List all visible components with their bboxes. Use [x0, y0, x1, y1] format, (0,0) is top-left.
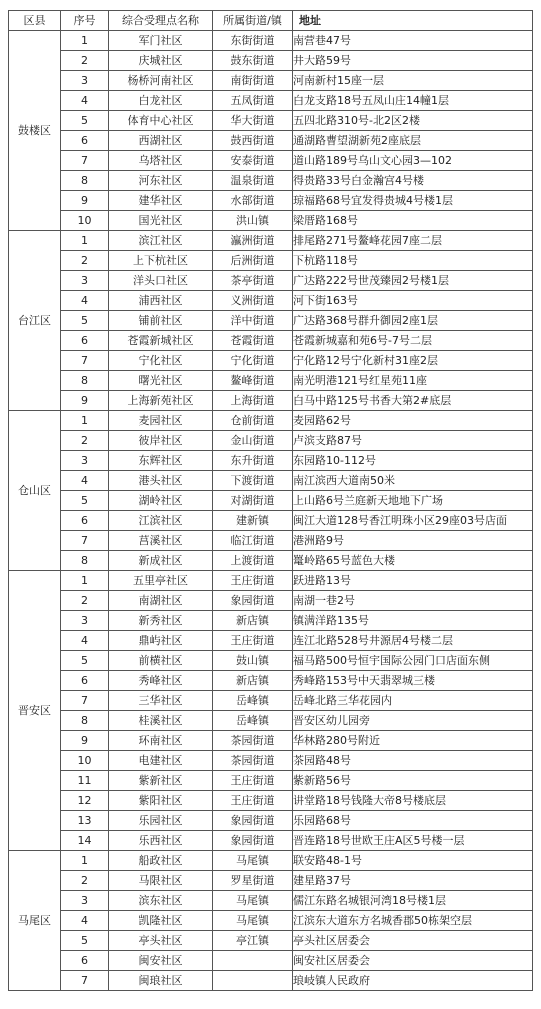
- table-row: [9, 351, 533, 371]
- table-row: [9, 411, 533, 431]
- seq-cell: 6: [61, 131, 109, 151]
- street-cell: 仓前街道: [213, 411, 293, 431]
- point-name-cell: 南湖社区: [109, 591, 213, 611]
- point-name-cell: 莒溪社区: [109, 531, 213, 551]
- table-row: [9, 271, 533, 291]
- seq-cell: 7: [61, 351, 109, 371]
- seq-cell: 8: [61, 171, 109, 191]
- table-row: [9, 531, 533, 551]
- point-name-cell: 乐园社区: [109, 811, 213, 831]
- point-name-cell: 鼎屿社区: [109, 631, 213, 651]
- seq-cell: 3: [61, 891, 109, 911]
- seq-cell: 4: [61, 91, 109, 111]
- street-cell: 苍霞街道: [213, 331, 293, 351]
- header-address: 地址: [293, 11, 533, 31]
- address-cell: 亭头社区居委会: [293, 931, 533, 951]
- street-cell: 鼓山镇: [213, 651, 293, 671]
- street-cell: 亭江镇: [213, 931, 293, 951]
- point-name-cell: 铺前社区: [109, 311, 213, 331]
- table-row: [9, 551, 533, 571]
- address-cell: 福马路500号恒宇国际公园门口店面东侧: [293, 651, 533, 671]
- address-cell: 南光明港121号红星苑11座: [293, 371, 533, 391]
- address-cell: 井大路59号: [293, 51, 533, 71]
- point-name-cell: 杨桥河南社区: [109, 71, 213, 91]
- point-name-cell: 船政社区: [109, 851, 213, 871]
- address-cell: 岳峰北路三华花园内: [293, 691, 533, 711]
- address-cell: 乐园路68号: [293, 811, 533, 831]
- seq-cell: 5: [61, 311, 109, 331]
- seq-cell: 4: [61, 471, 109, 491]
- street-cell: 鳌峰街道: [213, 371, 293, 391]
- street-cell: 象园街道: [213, 811, 293, 831]
- street-cell: 马尾镇: [213, 851, 293, 871]
- district-cell: 鼓楼区: [9, 31, 61, 231]
- address-cell: 河南新村15座一层: [293, 71, 533, 91]
- seq-cell: 1: [61, 571, 109, 591]
- seq-cell: 10: [61, 751, 109, 771]
- address-cell: 白马中路125号书香大第2#底层: [293, 391, 533, 411]
- point-name-cell: 湖岭社区: [109, 491, 213, 511]
- point-name-cell: 凯隆社区: [109, 911, 213, 931]
- point-name-cell: 东辉社区: [109, 451, 213, 471]
- address-cell: 通湖路曹望湖新苑2座底层: [293, 131, 533, 151]
- address-cell: 镇满洋路135号: [293, 611, 533, 631]
- point-name-cell: 前横社区: [109, 651, 213, 671]
- point-name-cell: 滨东社区: [109, 891, 213, 911]
- point-name-cell: 上海新苑社区: [109, 391, 213, 411]
- street-cell: 岳峰镇: [213, 691, 293, 711]
- street-cell: 新店镇: [213, 671, 293, 691]
- table-row: [9, 511, 533, 531]
- address-cell: 广达路222号世茂臻园2号楼1层: [293, 271, 533, 291]
- seq-cell: 4: [61, 631, 109, 651]
- point-name-cell: 浦西社区: [109, 291, 213, 311]
- street-cell: [213, 951, 293, 971]
- address-cell: 琼福路68号宜发得贵城4号楼1层: [293, 191, 533, 211]
- seq-cell: 8: [61, 371, 109, 391]
- point-name-cell: 西湖社区: [109, 131, 213, 151]
- point-name-cell: 乌塔社区: [109, 151, 213, 171]
- street-cell: 安泰街道: [213, 151, 293, 171]
- address-cell: 东园路10-112号: [293, 451, 533, 471]
- point-name-cell: 亭头社区: [109, 931, 213, 951]
- seq-cell: 1: [61, 411, 109, 431]
- street-cell: 水部街道: [213, 191, 293, 211]
- seq-cell: 9: [61, 391, 109, 411]
- point-name-cell: 新秀社区: [109, 611, 213, 631]
- point-name-cell: 彼岸社区: [109, 431, 213, 451]
- point-name-cell: 环南社区: [109, 731, 213, 751]
- seq-cell: 14: [61, 831, 109, 851]
- point-name-cell: 体育中心社区: [109, 111, 213, 131]
- street-cell: 瀛洲街道: [213, 231, 293, 251]
- point-name-cell: 桂溪社区: [109, 711, 213, 731]
- address-cell: 华林路280号附近: [293, 731, 533, 751]
- table-row: [9, 831, 533, 851]
- address-cell: 闽江大道128号香江明珠小区29座03号店面: [293, 511, 533, 531]
- street-cell: 新店镇: [213, 611, 293, 631]
- address-cell: 紫新路56号: [293, 771, 533, 791]
- seq-cell: 2: [61, 251, 109, 271]
- address-cell: 下杭路118号: [293, 251, 533, 271]
- table-row: [9, 791, 533, 811]
- seq-cell: 7: [61, 151, 109, 171]
- seq-cell: 5: [61, 491, 109, 511]
- seq-cell: 1: [61, 31, 109, 51]
- seq-cell: 4: [61, 911, 109, 931]
- seq-cell: 7: [61, 971, 109, 991]
- table-row: [9, 871, 533, 891]
- address-cell: 南湖一巷2号: [293, 591, 533, 611]
- table-row: [9, 711, 533, 731]
- table-row: [9, 691, 533, 711]
- header-point-name: 综合受理点名称: [109, 11, 213, 31]
- seq-cell: 10: [61, 211, 109, 231]
- street-cell: 宁化街道: [213, 351, 293, 371]
- address-cell: 麦园路62号: [293, 411, 533, 431]
- seq-cell: 5: [61, 651, 109, 671]
- table-row: [9, 851, 533, 871]
- point-name-cell: 江滨社区: [109, 511, 213, 531]
- address-cell: 跃进路13号: [293, 571, 533, 591]
- street-cell: 罗星街道: [213, 871, 293, 891]
- point-name-cell: 国光社区: [109, 211, 213, 231]
- district-cell: 马尾区: [9, 851, 61, 991]
- street-cell: 五凤街道: [213, 91, 293, 111]
- table-row: [9, 631, 533, 651]
- street-cell: 东街街道: [213, 31, 293, 51]
- table-row: [9, 671, 533, 691]
- point-name-cell: 闽安社区: [109, 951, 213, 971]
- street-cell: 义洲街道: [213, 291, 293, 311]
- point-name-cell: 洋头口社区: [109, 271, 213, 291]
- district-cell: 仓山区: [9, 411, 61, 571]
- street-cell: 茶园街道: [213, 731, 293, 751]
- street-cell: 后洲街道: [213, 251, 293, 271]
- point-name-cell: 庆城社区: [109, 51, 213, 71]
- point-name-cell: 滨江社区: [109, 231, 213, 251]
- table-row: [9, 131, 533, 151]
- address-cell: 连江北路528号井源居4号楼二层: [293, 631, 533, 651]
- street-cell: 王庄街道: [213, 631, 293, 651]
- street-cell: 建新镇: [213, 511, 293, 531]
- table-row: [9, 431, 533, 451]
- table-row: [9, 771, 533, 791]
- table-row: [9, 951, 533, 971]
- address-cell: 宁化路12号宁化新村31座2层: [293, 351, 533, 371]
- seq-cell: 6: [61, 331, 109, 351]
- point-name-cell: 新成社区: [109, 551, 213, 571]
- address-cell: 南营巷47号: [293, 31, 533, 51]
- seq-cell: 2: [61, 591, 109, 611]
- point-name-cell: 三华社区: [109, 691, 213, 711]
- table-row: [9, 251, 533, 271]
- header-street: 所属街道/镇: [213, 11, 293, 31]
- table-row: [9, 611, 533, 631]
- point-name-cell: 闽琅社区: [109, 971, 213, 991]
- table-row: [9, 731, 533, 751]
- table-row: [9, 331, 533, 351]
- table-row: [9, 31, 533, 51]
- table-row: [9, 371, 533, 391]
- address-cell: 五四北路310号-北2区2楼: [293, 111, 533, 131]
- street-cell: 上海街道: [213, 391, 293, 411]
- seq-cell: 7: [61, 531, 109, 551]
- street-cell: 王庄街道: [213, 771, 293, 791]
- seq-cell: 5: [61, 931, 109, 951]
- address-cell: 晋连路18号世欧王庄A区5号楼一层: [293, 831, 533, 851]
- point-name-cell: 麦园社区: [109, 411, 213, 431]
- table-row: [9, 571, 533, 591]
- street-cell: 温泉街道: [213, 171, 293, 191]
- header-row: [9, 11, 533, 31]
- address-cell: 梁厝路168号: [293, 211, 533, 231]
- table-row: [9, 311, 533, 331]
- table-body: [9, 31, 533, 991]
- table-row: [9, 891, 533, 911]
- address-cell: 得贵路33号白金瀚宫4号楼: [293, 171, 533, 191]
- seq-cell: 9: [61, 731, 109, 751]
- point-name-cell: 马限社区: [109, 871, 213, 891]
- seq-cell: 2: [61, 871, 109, 891]
- street-cell: 洋中街道: [213, 311, 293, 331]
- address-cell: 联安路48-1号: [293, 851, 533, 871]
- point-name-cell: 秀峰社区: [109, 671, 213, 691]
- table-row: [9, 391, 533, 411]
- table-row: [9, 111, 533, 131]
- address-cell: 苍霞新城嘉和苑6号-7号二层: [293, 331, 533, 351]
- street-cell: 王庄街道: [213, 791, 293, 811]
- table-row: [9, 971, 533, 991]
- street-cell: 茶园街道: [213, 751, 293, 771]
- street-cell: 临江街道: [213, 531, 293, 551]
- address-cell: 河下街163号: [293, 291, 533, 311]
- seq-cell: 3: [61, 271, 109, 291]
- seq-cell: 2: [61, 431, 109, 451]
- table-row: [9, 291, 533, 311]
- seq-cell: 13: [61, 811, 109, 831]
- table-row: [9, 171, 533, 191]
- seq-cell: 3: [61, 611, 109, 631]
- table-row: [9, 451, 533, 471]
- street-cell: 南街街道: [213, 71, 293, 91]
- district-cell: 台江区: [9, 231, 61, 411]
- street-cell: 象园街道: [213, 831, 293, 851]
- point-name-cell: 宁化社区: [109, 351, 213, 371]
- street-cell: 上渡街道: [213, 551, 293, 571]
- table-row: [9, 71, 533, 91]
- seq-cell: 8: [61, 711, 109, 731]
- address-cell: 上山路6号兰庭新天地地下广场: [293, 491, 533, 511]
- seq-cell: 3: [61, 451, 109, 471]
- table-row: [9, 471, 533, 491]
- seq-cell: 6: [61, 511, 109, 531]
- address-cell: 闽安社区居委会: [293, 951, 533, 971]
- table-row: [9, 651, 533, 671]
- street-cell: 岳峰镇: [213, 711, 293, 731]
- address-cell: 鼍岭路65号蓝色大楼: [293, 551, 533, 571]
- table-row: [9, 911, 533, 931]
- point-name-cell: 紫新社区: [109, 771, 213, 791]
- district-cell: 晋安区: [9, 571, 61, 851]
- address-cell: 卢滨支路87号: [293, 431, 533, 451]
- address-cell: 道山路189号乌山文心园3—102: [293, 151, 533, 171]
- point-name-cell: 建华社区: [109, 191, 213, 211]
- point-name-cell: 苍霞新城社区: [109, 331, 213, 351]
- point-name-cell: 曙光社区: [109, 371, 213, 391]
- seq-cell: 9: [61, 191, 109, 211]
- point-name-cell: 电建社区: [109, 751, 213, 771]
- address-cell: 秀峰路153号中天翡翠城三楼: [293, 671, 533, 691]
- table-row: [9, 811, 533, 831]
- address-cell: 茶园路48号: [293, 751, 533, 771]
- table-row: [9, 211, 533, 231]
- point-name-cell: 紫阳社区: [109, 791, 213, 811]
- street-cell: 茶亭街道: [213, 271, 293, 291]
- address-cell: 港洲路9号: [293, 531, 533, 551]
- seq-cell: 3: [61, 71, 109, 91]
- street-cell: 马尾镇: [213, 891, 293, 911]
- table-row: [9, 591, 533, 611]
- table-row: [9, 931, 533, 951]
- street-cell: 洪山镇: [213, 211, 293, 231]
- point-name-cell: 军门社区: [109, 31, 213, 51]
- address-cell: 晋安区幼儿园旁: [293, 711, 533, 731]
- table-row: [9, 91, 533, 111]
- seq-cell: 1: [61, 231, 109, 251]
- street-cell: 鼓西街道: [213, 131, 293, 151]
- seq-cell: 5: [61, 111, 109, 131]
- street-cell: 华大街道: [213, 111, 293, 131]
- address-cell: 琅岐镇人民政府: [293, 971, 533, 991]
- table-row: [9, 51, 533, 71]
- address-cell: 排尾路271号鳌峰花园7座二层: [293, 231, 533, 251]
- address-cell: 南江滨西大道南50米: [293, 471, 533, 491]
- address-cell: 讲堂路18号钱隆大帝8号楼底层: [293, 791, 533, 811]
- header-district: 区县: [9, 11, 61, 31]
- seq-cell: 8: [61, 551, 109, 571]
- street-cell: 下渡街道: [213, 471, 293, 491]
- point-name-cell: 港头社区: [109, 471, 213, 491]
- address-cell: 广达路368号群升御园2座1层: [293, 311, 533, 331]
- street-cell: 鼓东街道: [213, 51, 293, 71]
- point-name-cell: 河东社区: [109, 171, 213, 191]
- address-cell: 儒江东路名城银河湾18号楼1层: [293, 891, 533, 911]
- point-name-cell: 五里亭社区: [109, 571, 213, 591]
- seq-cell: 11: [61, 771, 109, 791]
- address-cell: 江滨东大道东方名城香郡50栋架空层: [293, 911, 533, 931]
- street-cell: 马尾镇: [213, 911, 293, 931]
- seq-cell: 6: [61, 671, 109, 691]
- seq-cell: 2: [61, 51, 109, 71]
- street-cell: 东升街道: [213, 451, 293, 471]
- seq-cell: 4: [61, 291, 109, 311]
- seq-cell: 7: [61, 691, 109, 711]
- street-cell: 金山街道: [213, 431, 293, 451]
- table-row: [9, 151, 533, 171]
- table-row: [9, 491, 533, 511]
- street-cell: [213, 971, 293, 991]
- address-cell: 建星路37号: [293, 871, 533, 891]
- street-cell: 对湖街道: [213, 491, 293, 511]
- address-cell: 白龙支路18号五凤山庄14幢1层: [293, 91, 533, 111]
- header-seq: 序号: [61, 11, 109, 31]
- seq-cell: 12: [61, 791, 109, 811]
- point-name-cell: 白龙社区: [109, 91, 213, 111]
- table-row: [9, 191, 533, 211]
- table-row: [9, 231, 533, 251]
- seq-cell: 1: [61, 851, 109, 871]
- community-service-points-table: [8, 10, 533, 991]
- table-row: [9, 751, 533, 771]
- seq-cell: 6: [61, 951, 109, 971]
- point-name-cell: 乐西社区: [109, 831, 213, 851]
- street-cell: 王庄街道: [213, 571, 293, 591]
- point-name-cell: 上下杭社区: [109, 251, 213, 271]
- street-cell: 象园街道: [213, 591, 293, 611]
